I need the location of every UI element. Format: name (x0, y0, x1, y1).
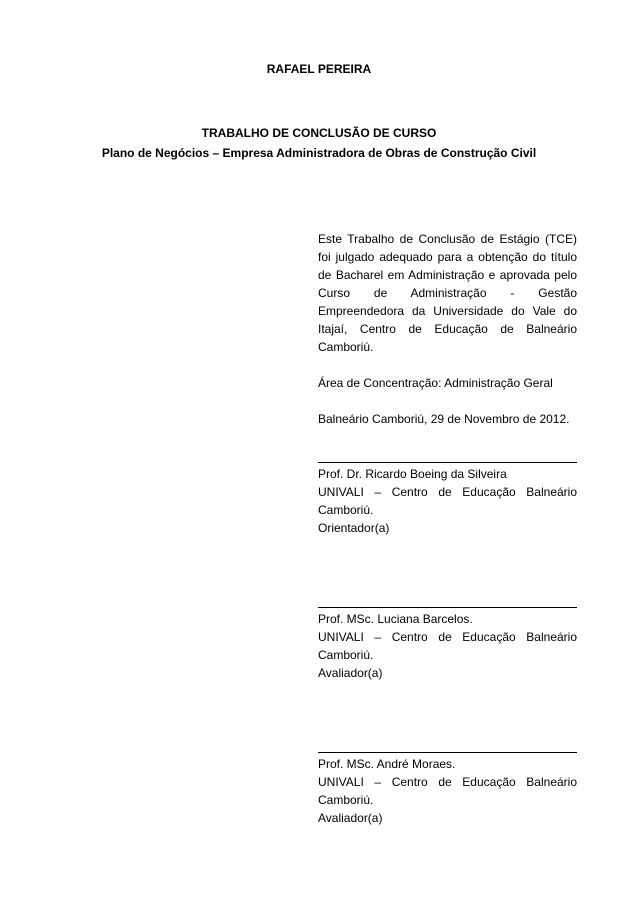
approval-statement: Este Trabalho de Conclusão de Estágio (TCE) foi julgado adequado para a obtenção do título de Bacharel em Administração e aprovada pelo Curso de Administração - Gestão Empreendedora da Universidade do Vale do Itajaí, Centro de Educação de Balneário Camboriú. (318, 232, 577, 354)
signature-block-examiner-2 (318, 736, 577, 827)
concentration-area: Área de Concentração: Administração Geral (318, 376, 553, 390)
signatory-institution: UNIVALI – Centro de Educação Balneário Camboriú. (318, 630, 577, 662)
signatory-institution: UNIVALI – Centro de Educação Balneário Camboriú. (318, 775, 577, 807)
signatory-role: Avaliador(a) (318, 666, 383, 680)
approval-date: Balneário Camboriú, 29 de Novembro de 2012. (318, 412, 570, 426)
signatory-name: Prof. MSc. André Moraes. (318, 757, 456, 771)
signature-block-advisor (318, 446, 577, 537)
signature-block-examiner-1 (318, 591, 577, 682)
signatory-name: Prof. Dr. Ricardo Boeing da Silveira (318, 467, 507, 481)
signature-line (318, 736, 577, 753)
document-title: Plano de Negócios – Empresa Administradora de Obras de Construção Civil (101, 146, 537, 160)
approval-block (318, 230, 577, 827)
signatory-role: Orientador(a) (318, 521, 390, 535)
author-name: RAFAEL PEREIRA (266, 62, 372, 76)
signatory-name: Prof. MSc. Luciana Barcelos. (318, 612, 473, 626)
signature-line (318, 591, 577, 608)
signature-line (318, 446, 577, 463)
signatory-institution: UNIVALI – Centro de Educação Balneário Camboriú. (318, 485, 577, 517)
document-type-heading: TRABALHO DE CONCLUSÃO DE CURSO (201, 126, 437, 140)
signatory-role: Avaliador(a) (318, 811, 383, 825)
